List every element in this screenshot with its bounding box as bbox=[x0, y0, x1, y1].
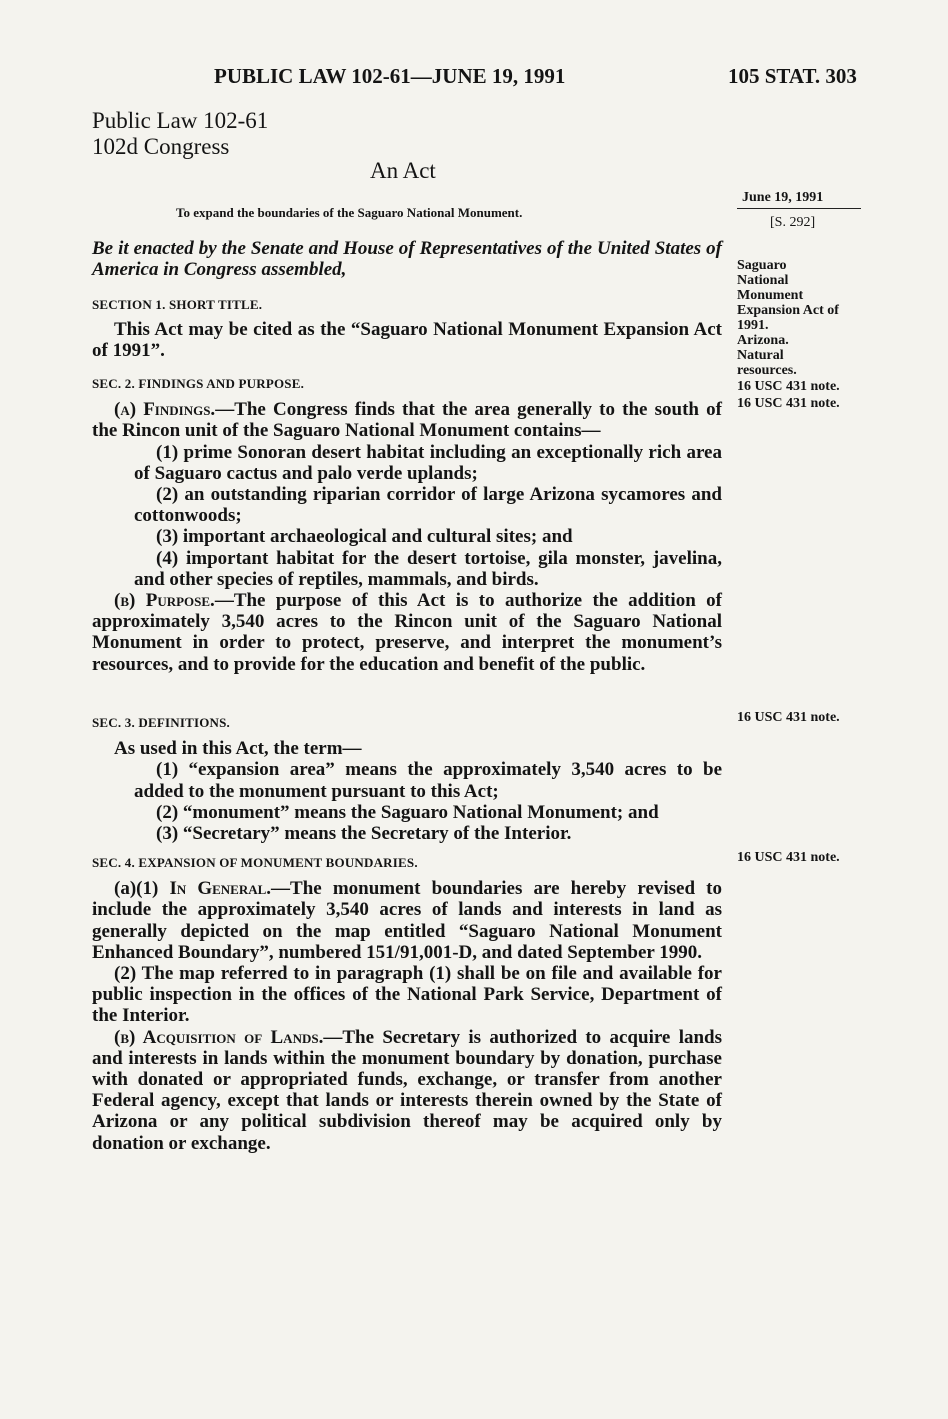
congress-number: 102d Congress bbox=[92, 134, 230, 159]
section-3-intro: As used in this Act, the term— bbox=[114, 738, 362, 760]
section-4-heading: SEC. 4. EXPANSION OF MONUMENT BOUNDARIES. bbox=[92, 855, 418, 870]
finding-item-3: (3) important archaeological and cultural sites; and bbox=[156, 526, 573, 548]
section-1 bbox=[92, 294, 722, 362]
finding-item-4: (4) important habitat for the desert tortoise, gila monster, javelina, and other species of reptiles, mammals, and birds. bbox=[134, 547, 722, 590]
section-3 bbox=[92, 712, 722, 844]
margin-rule bbox=[737, 208, 861, 209]
acquisition-label: (b) Acquisition of Lands. bbox=[114, 1026, 324, 1048]
margin-note-7: Natural bbox=[737, 348, 784, 363]
definition-item-1: (1) “expansion area” means the approximately 3,540 acres to be added to the monument pursuant to this Act; bbox=[134, 759, 722, 802]
section-3-heading: SEC. 3. DEFINITIONS. bbox=[92, 715, 231, 730]
section-1-heading: SECTION 1. SHORT TITLE. bbox=[92, 297, 263, 312]
margin-bill: [S. 292] bbox=[770, 215, 816, 230]
section-1-text: This Act may be cited as the “Saguaro National Monument Expansion Act of 1991”. bbox=[92, 319, 722, 362]
margin-note-sec4: 16 USC 431 note. bbox=[737, 850, 840, 865]
section-2 bbox=[92, 373, 722, 675]
general-paragraph bbox=[92, 878, 722, 963]
definition-item-2: (2) “monument” means the Saguaro National Monument; and bbox=[156, 801, 659, 823]
map-paragraph: (2) The map referred to in paragraph (1) shall be on file and available for public inspection in the offices of the National Park Service, Department of the Interior. bbox=[92, 963, 722, 1027]
general-label: In General. bbox=[169, 878, 272, 900]
enacting-clause: Be it enacted by the Senate and House of Representatives of the United States of America in Congress assembled, bbox=[92, 238, 722, 280]
margin-note-6: Arizona. bbox=[737, 333, 789, 348]
findings-paragraph bbox=[92, 399, 722, 441]
margin-note-sec3: 16 USC 431 note. bbox=[737, 710, 840, 725]
purpose-label: (b) Purpose. bbox=[114, 590, 215, 612]
findings-label: (a) Findings. bbox=[114, 399, 216, 421]
margin-note-8: resources. bbox=[737, 363, 797, 378]
margin-date: June 19, 1991 bbox=[742, 190, 824, 205]
margin-note-3: Monument bbox=[737, 288, 804, 303]
finding-item-2: (2) an outstanding riparian corridor of large Arizona sycamores and cottonwoods; bbox=[134, 484, 722, 527]
margin-note-2: National bbox=[737, 273, 789, 288]
purpose-text: —The purpose of this Act is to authorize the addition of approximately 3,540 acres to the Rincon unit of the Saguaro National Monument in order to protect, preserve, and interpret the monument’s resources, and to provide for the education and benefit of the public. bbox=[92, 590, 722, 675]
purpose-paragraph bbox=[92, 590, 722, 675]
act-purpose: To expand the boundaries of the Saguaro National Monument. bbox=[176, 205, 523, 220]
margin-note-5: 1991. bbox=[737, 318, 769, 333]
definition-item-3: (3) “Secretary” means the Secretary of the Interior. bbox=[156, 823, 572, 845]
general-text: —The monument boundaries are hereby revised to include the approximately 3,540 acres of lands and interests in land as generally depicted on the map entitled “Saguaro National Monument Enhanced Boundary”, numbered 151/91,001-D, and dated September 1990. bbox=[92, 878, 722, 963]
margin-note-findings: 16 USC 431 note. bbox=[737, 396, 840, 411]
law-number: Public Law 102-61 bbox=[92, 108, 269, 133]
acquisition-text: —The Secretary is authorized to acquire lands and interests in lands within the monument boundary by donation, purchase with donated or appropriated funds, exchange, or transfer from another Federal agency, except that lands or interests therein owned by the State of Arizona or any political subdivision thereof may be acquired only by donation or exchange. bbox=[92, 1026, 723, 1154]
margin-note-4: Expansion Act of bbox=[737, 303, 839, 318]
margin-note-1: Saguaro bbox=[737, 258, 787, 273]
section-4 bbox=[92, 852, 722, 1154]
general-prefix: (a)(1) bbox=[114, 878, 170, 900]
finding-item-1: (1) prime Sonoran desert habitat including an exceptionally rich area of Saguaro cactus and palo verde uplands; bbox=[134, 441, 722, 484]
section-2-heading: SEC. 2. FINDINGS AND PURPOSE. bbox=[92, 376, 305, 391]
stat-reference: 105 STAT. 303 bbox=[728, 64, 857, 88]
running-title: PUBLIC LAW 102-61—JUNE 19, 1991 bbox=[214, 64, 566, 88]
margin-note-9: 16 USC 431 note. bbox=[737, 379, 840, 394]
findings-text: —The Congress finds that the area generally to the south of the Rincon unit of the Saguaro National Monument contains— bbox=[92, 399, 722, 442]
acquisition-paragraph bbox=[92, 1027, 722, 1154]
act-heading: An Act bbox=[370, 158, 436, 183]
